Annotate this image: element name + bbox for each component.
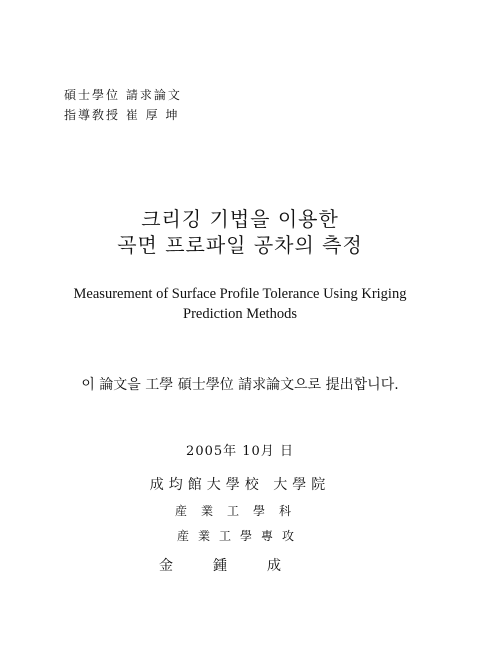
degree-line: 碩士學位 請求論文 <box>64 88 182 102</box>
advisor-line: 指導敎授 崔 厚 坤 <box>64 108 180 122</box>
english-title-line-1: Measurement of Surface Profile Tolerance Using Kriging <box>73 286 407 302</box>
korean-title-line-2: 곡면 프로파일 공차의 측정 <box>117 233 363 257</box>
major-name: 産業工學專攻 <box>176 529 303 543</box>
submission-statement: 이 論文을 工學 碩士學位 請求論文으로 提出합니다. <box>81 377 399 393</box>
author-name: 金鍾成 <box>159 558 321 574</box>
korean-title-line-1: 크리깅 기법을 이용한 <box>141 207 339 231</box>
department-name: 産業工學科 <box>174 504 305 518</box>
school-name: 成均館大學校 大學院 <box>149 477 331 493</box>
english-title-line-2: Prediction Methods <box>183 306 297 322</box>
submission-date: 2005年 10月 日 <box>186 444 294 459</box>
